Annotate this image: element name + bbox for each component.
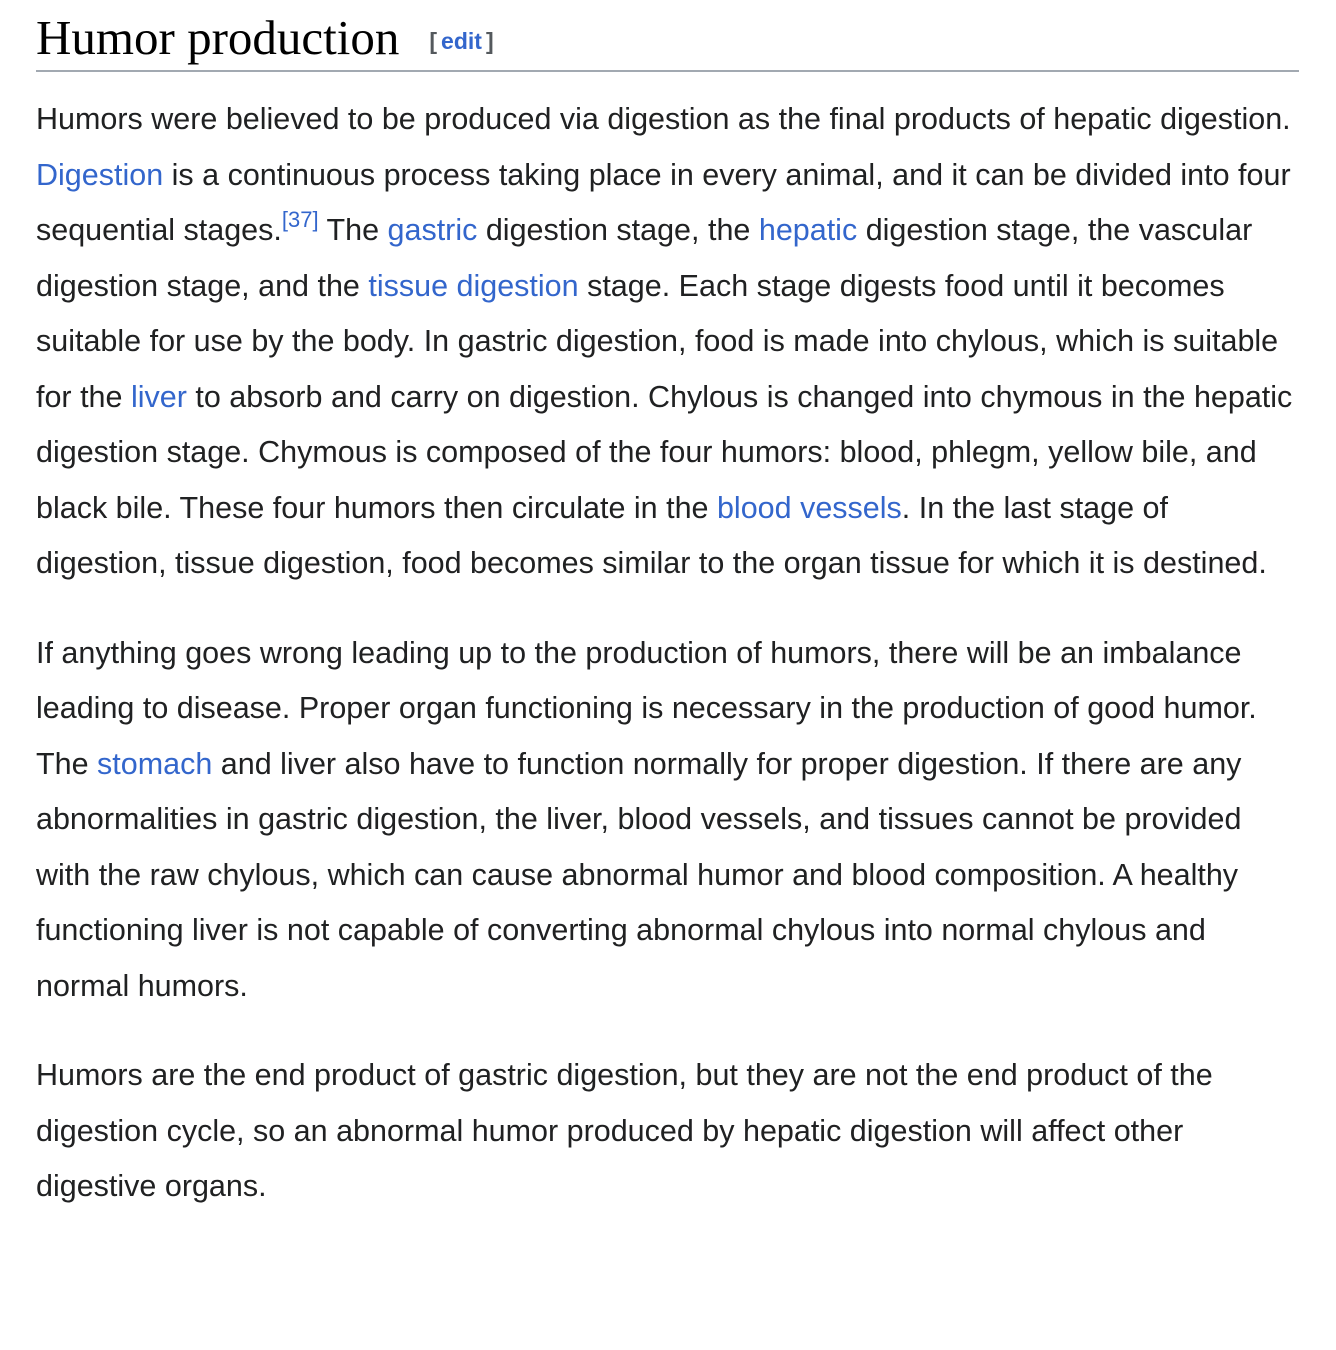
edit-link[interactable]: edit [441, 28, 482, 54]
link-stomach[interactable]: stomach [97, 746, 213, 781]
text-run: The [318, 213, 388, 247]
edit-bracket-open: [ [429, 28, 438, 54]
text-run: to absorb and carry on digestion. Chylous is changed into chymous in the hepatic digestion stage. Chymous is composed of the four humors: blood, phlegm, yellow bile, and black bile. These four humors then circulate in the [36, 379, 1293, 525]
text-run: digestion stage, the vascular digestion stage, and the [36, 213, 1253, 303]
text-run: is a continuous process taking place in every animal, and it can be divided into four sequential stages. [36, 157, 1291, 247]
edit-bracket-close: ] [485, 28, 494, 54]
link-gastric[interactable]: gastric [387, 213, 478, 247]
text-run: stage. Each stage digests food until it becomes suitable for use by the body. In gastric digestion, food is made into chylous, which is suitable for the [36, 268, 1279, 414]
edit-section [429, 28, 493, 55]
text-run: Humors are the end product of gastric digestion, but they are not the end product of the digestion cycle, so an abnormal humor produced by hepatic digestion will affect other digestive organs. [36, 1058, 1213, 1203]
text-run: Humors were believed to be produced via digestion as the final products of hepatic digestion. [36, 102, 1291, 136]
link-blood-vessels[interactable]: blood vessels [716, 490, 902, 525]
section-title: Humor production [36, 10, 400, 65]
link-liver[interactable]: liver [130, 379, 187, 414]
paragraph [36, 626, 1299, 1015]
citation-37[interactable]: [37] [281, 206, 319, 232]
text-run: If anything goes wrong leading up to the production of humors, there will be an imbalance leading to disease. Proper organ functioning is necessary in the production of good humor. The [36, 635, 1257, 781]
text-run: digestion stage, the [477, 213, 759, 247]
text-run: and liver also have to function normally for proper digestion. If there are any abnormalities in gastric digestion, the liver, blood vessels, and tissues cannot be provided with the raw chylous, which can cause abnormal humor and blood composition. A healthy functioning liver is not capable of converting abnormal chylous into normal chylous and normal humors. [36, 746, 1242, 1003]
paragraph [36, 92, 1299, 592]
link-digestion[interactable]: Digestion [36, 157, 164, 192]
citation-ref [282, 207, 319, 232]
section-heading [36, 0, 1299, 72]
link-hepatic[interactable]: hepatic [758, 213, 858, 247]
article-content [36, 0, 1299, 1215]
paragraph [36, 1048, 1299, 1215]
link-tissue-digestion[interactable]: tissue digestion [368, 268, 579, 303]
text-run: . In the last stage of digestion, tissue digestion, food becomes similar to the organ tissue for which it is destined. [36, 490, 1267, 580]
